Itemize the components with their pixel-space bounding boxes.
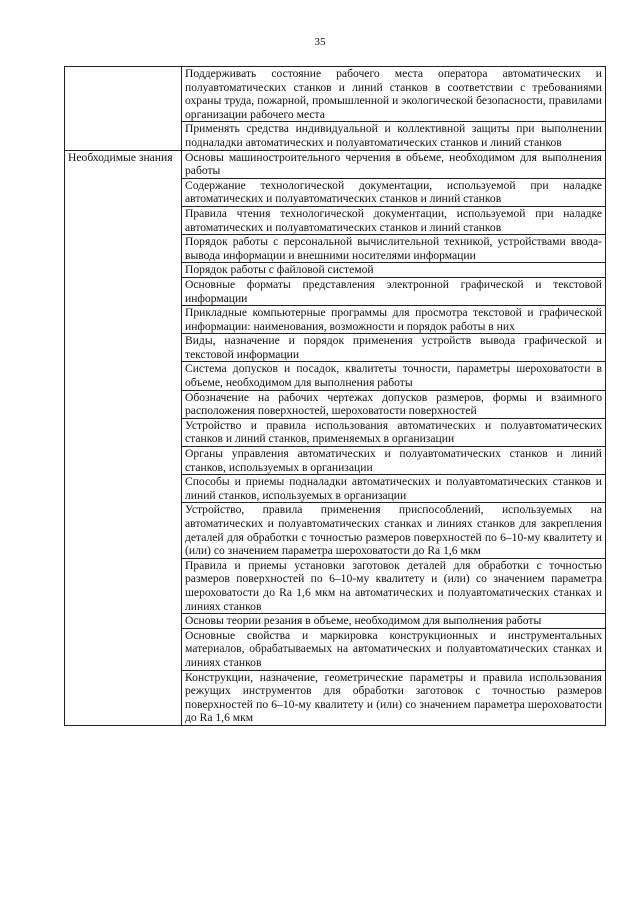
- requirement-text-cell: Основы теории резания в объеме, необходимом для выполнения работы: [182, 614, 606, 629]
- page-number: 35: [314, 36, 326, 48]
- requirement-text-cell: Поддерживать состояние рабочего места оператора автоматических и полуавтоматических станков и линий станков в соответствии с требованиями охраны труда, пожарной, промышленной и экологической безопасности, правилами организации рабочего места: [182, 67, 606, 122]
- requirement-text-cell: Органы управления автоматических и полуавтоматических станков и линий станков, используемых в организации: [182, 447, 606, 475]
- requirement-text-cell: Способы и приемы подналадки автоматических и полуавтоматических станков и линий станков, используемых в организации: [182, 475, 606, 503]
- requirement-text-cell: Основные форматы представления электронной графической и текстовой информации: [182, 277, 606, 305]
- row-label-cell: Необходимые знания: [65, 150, 182, 725]
- requirement-text-cell: Правила чтения технологической документации, используемой при наладке автоматических и полуавтоматических станков и линий станков: [182, 206, 606, 234]
- requirement-text-cell: Устройство, правила применения приспособлений, используемых на автоматических и полуавтоматических станках и линиях станков для закрепления деталей для обработки с точностью размеров поверхностей по 6–10-му квалитету и (или) со значением параметра шероховатости до Ra 1,6 мкм: [182, 503, 606, 558]
- requirement-text-cell: Конструкции, назначение, геометрические параметры и правила использования режущих инструментов для обработки заготовок с точностью размеров поверхностей по 6–10-му квалитету и (или) со значением параметра шероховатости до Ra 1,6 мкм: [182, 670, 606, 725]
- requirement-text-cell: Основы машиностроительного черчения в объеме, необходимом для выполнения работы: [182, 150, 606, 178]
- requirements-table: [64, 66, 606, 726]
- requirement-text-cell: Обозначение на рабочих чертежах допусков размеров, формы и взаимного расположения поверхностей, шероховатости поверхностей: [182, 390, 606, 418]
- requirement-text-cell: Прикладные компьютерные программы для просмотра текстовой и графической информации: наименования, возможности и порядок работы в них: [182, 306, 606, 334]
- row-label-cell: [65, 67, 182, 151]
- table-row: [65, 150, 606, 178]
- table-row: [65, 67, 606, 122]
- requirements-table-body: [65, 67, 606, 726]
- requirement-text-cell: Система допусков и посадок, квалитеты точности, параметры шероховатости в объеме, необходимом для выполнения работы: [182, 362, 606, 390]
- requirement-text-cell: Содержание технологической документации, используемой при наладке автоматических и полуавтоматических станков и линий станков: [182, 178, 606, 206]
- requirement-text-cell: Правила и приемы установки заготовок деталей для обработки с точностью размеров поверхностей по 6–10-му квалитету и (или) со значением параметра шероховатости до Ra 1,6 мкм на автоматических и полуавтоматических станках и линиях станков: [182, 558, 606, 613]
- requirement-text-cell: Порядок работы с файловой системой: [182, 263, 606, 278]
- requirement-text-cell: Основные свойства и маркировка конструкционных и инструментальных материалов, обрабатываемых на автоматических и полуавтоматических станках и линиях станков: [182, 628, 606, 670]
- requirement-text-cell: Виды, назначение и порядок применения устройств вывода графической и текстовой информации: [182, 334, 606, 362]
- requirement-text-cell: Порядок работы с персональной вычислительной техникой, устройствами ввода-вывода информации и внешними носителями информации: [182, 235, 606, 263]
- requirement-text-cell: Применять средства индивидуальной и коллективной защиты при выполнении подналадки автоматических и полуавтоматических станков и линий станков: [182, 122, 606, 150]
- requirement-text-cell: Устройство и правила использования автоматических и полуавтоматических станков и линий станков, применяемых в организации: [182, 418, 606, 446]
